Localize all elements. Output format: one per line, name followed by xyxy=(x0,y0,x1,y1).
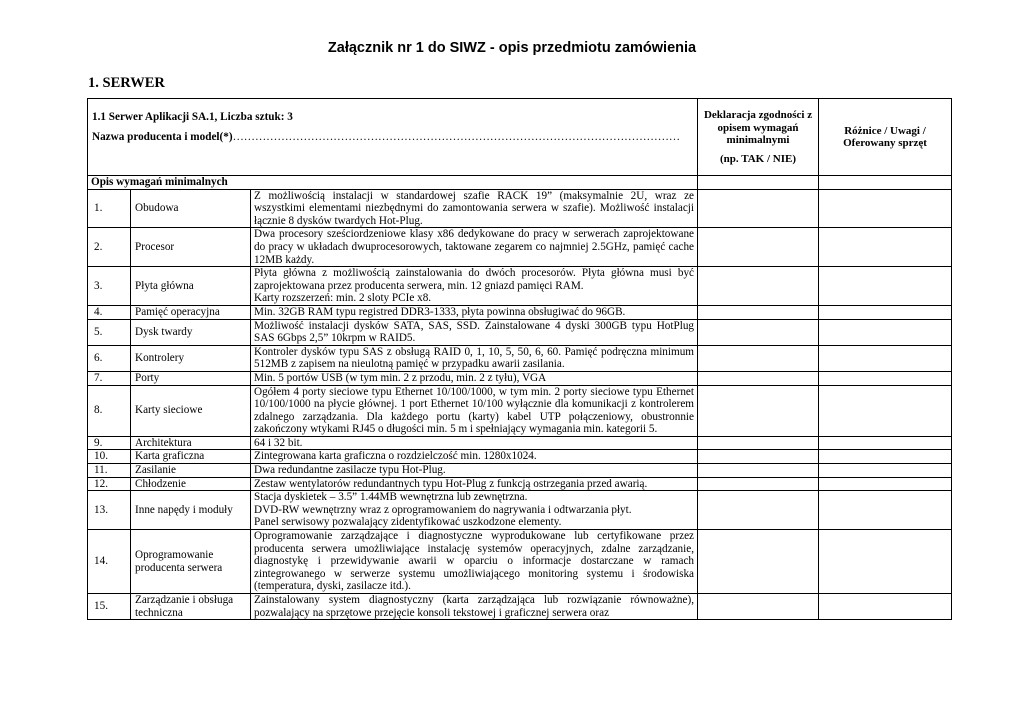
row-name: Karta graficzna xyxy=(131,450,251,464)
row-name: Zarządzanie i obsługa techniczna xyxy=(131,594,251,620)
row-number: 2. xyxy=(88,228,131,267)
row-description: Min. 32GB RAM typu registred DDR3-1333, płyta powinna obsługiwać do 96GB. xyxy=(251,305,698,319)
row-name: Oprogramowanie producenta serwera xyxy=(131,530,251,594)
compliance-cell xyxy=(698,189,819,228)
row-number: 15. xyxy=(88,594,131,620)
row-description: Z możliwością instalacji w standardowej szafie RACK 19” (maksymalnie 2U, wraz ze wszystkimi elementami niezbędnymi do zamontowania serwera w szafie). Możliwość instalacji łącznie 8 dysków twardych Hot-Plug. xyxy=(251,189,698,228)
compliance-cell xyxy=(698,436,819,450)
row-number: 13. xyxy=(88,491,131,530)
row-name: Inne napędy i moduły xyxy=(131,491,251,530)
remarks-cell xyxy=(819,189,952,228)
compliance-header-sub: (np. TAK / NIE) xyxy=(720,152,797,165)
empty-cell xyxy=(698,176,819,190)
requirements-table xyxy=(87,98,952,620)
producer-model-label: Nazwa producenta i model(*) xyxy=(92,131,233,143)
remarks-cell xyxy=(819,305,952,319)
remarks-cell xyxy=(819,450,952,464)
producer-model-dots: ………………………………………………………………………………………………………… xyxy=(232,131,681,143)
table-row xyxy=(88,189,952,228)
producer-model-line xyxy=(92,127,693,147)
row-name: Płyta główna xyxy=(131,267,251,306)
remarks-cell xyxy=(819,385,952,436)
row-number: 9. xyxy=(88,436,131,450)
compliance-header-main: Deklaracja zgodności z opisem wymagań minimalnymi xyxy=(703,109,813,146)
remarks-cell xyxy=(819,477,952,491)
compliance-cell xyxy=(698,450,819,464)
row-number: 3. xyxy=(88,267,131,306)
compliance-cell xyxy=(698,491,819,530)
row-number: 4. xyxy=(88,305,131,319)
row-description: Ogółem 4 porty sieciowe typu Ethernet 10/100/1000, w tym min. 2 porty sieciowe typu Ethernet 10/100/1000 na płycie głównej. 1 port Ethernet 10/100 wyłącznie dla komunikacji z kontrolerem zdalnego zarządzania. Dla każdego portu (karty) kabel UTP połączeniowy, obustronnie zakończony wtykami RJ45 o długości min. 5 m i spełniający wymagania min. kategorii 5. xyxy=(251,385,698,436)
row-number: 6. xyxy=(88,345,131,371)
row-name: Pamięć operacyjna xyxy=(131,305,251,319)
row-description: Płyta główna z możliwością zainstalowania do dwóch procesorów. Płyta główna musi być zaprojektowana przez producenta serwera, min. 12 gniazd pamięci RAM. Karty rozszerzeń: min. 2 sloty PCIe x8. xyxy=(251,267,698,306)
table-row xyxy=(88,371,952,385)
remarks-cell xyxy=(819,530,952,594)
row-name: Zasilanie xyxy=(131,464,251,478)
compliance-cell xyxy=(698,228,819,267)
section-heading: 1. SERWER xyxy=(88,75,165,91)
compliance-cell xyxy=(698,385,819,436)
server-header-cell xyxy=(88,99,698,176)
compliance-cell xyxy=(698,345,819,371)
row-number: 14. xyxy=(88,530,131,594)
row-description: Możliwość instalacji dysków SATA, SAS, SSD. Zainstalowane 4 dyski 300GB typu HotPlug SAS 6Gbps 2,5” 10krpm w RAID5. xyxy=(251,319,698,345)
row-name: Kontrolery xyxy=(131,345,251,371)
compliance-cell xyxy=(698,305,819,319)
row-description: Zintegrowana karta graficzna o rozdzielczość min. 1280x1024. xyxy=(251,450,698,464)
remarks-cell xyxy=(819,319,952,345)
row-number: 7. xyxy=(88,371,131,385)
table-row xyxy=(88,305,952,319)
row-description: Dwa procesory sześciordzeniowe klasy x86 dedykowane do pracy w serwerach zaprojektowane do pracy w układach dwuprocesorowych, taktowane zegarem co najmniej 2.5GHz, pamięć cache 12MB każdy. xyxy=(251,228,698,267)
table-row xyxy=(88,228,952,267)
row-description: 64 i 32 bit. xyxy=(251,436,698,450)
remarks-cell xyxy=(819,371,952,385)
row-number: 5. xyxy=(88,319,131,345)
compliance-cell xyxy=(698,319,819,345)
row-description: Oprogramowanie zarządzające i diagnostyczne wyprodukowane lub certyfikowane przez producenta serwera umożliwiające instalację systemów operacyjnych, zdalne zarządzanie, diagnostykę i przewidywanie awarii w oparciu o informacje dostarczane w ramach zintegrowanego w serwerze systemu umożliwiającego monitoring systemu i środowiska (temperatura, dyski, zasilacze itd.). xyxy=(251,530,698,594)
table-row xyxy=(88,319,952,345)
row-description: Min. 5 portów USB (w tym min. 2 z przodu, min. 2 z tyłu), VGA xyxy=(251,371,698,385)
remarks-cell xyxy=(819,464,952,478)
row-description: Dwa redundantne zasilacze typu Hot-Plug. xyxy=(251,464,698,478)
server-title: 1.1 Serwer Aplikacji SA.1, Liczba sztuk: 3 xyxy=(92,111,293,123)
row-description: Stacja dyskietek – 3.5” 1.44MB wewnętrzna lub zewnętrzna. DVD-RW wewnętrzny wraz z oprogramowaniem do nagrywania i odtwarzania płyt. Panel serwisowy pozwalający zidentyfikować uszkodzone elementy. xyxy=(251,491,698,530)
compliance-cell xyxy=(698,477,819,491)
table-row xyxy=(88,436,952,450)
table-row xyxy=(88,267,952,306)
remarks-cell xyxy=(819,345,952,371)
remarks-cell xyxy=(819,436,952,450)
row-number: 10. xyxy=(88,450,131,464)
row-number: 12. xyxy=(88,477,131,491)
table-row xyxy=(88,477,952,491)
empty-cell xyxy=(819,176,952,190)
row-name: Procesor xyxy=(131,228,251,267)
row-name: Obudowa xyxy=(131,189,251,228)
document-title: Załącznik nr 1 do SIWZ - opis przedmiotu zamówienia xyxy=(327,40,697,56)
row-description: Zestaw wentylatorów redundantnych typu Hot-Plug z funkcją ostrzegania przed awarią. xyxy=(251,477,698,491)
requirements-label: Opis wymagań minimalnych xyxy=(88,176,698,190)
remarks-cell xyxy=(819,228,952,267)
requirements-label-row xyxy=(88,176,952,190)
compliance-cell xyxy=(698,594,819,620)
row-name: Dysk twardy xyxy=(131,319,251,345)
row-number: 8. xyxy=(88,385,131,436)
row-number: 11. xyxy=(88,464,131,478)
compliance-cell xyxy=(698,267,819,306)
table-row xyxy=(88,530,952,594)
table-row xyxy=(88,345,952,371)
table-row xyxy=(88,594,952,620)
row-name: Porty xyxy=(131,371,251,385)
remarks-header: Różnice / Uwagi / Oferowany sprzęt xyxy=(819,99,952,176)
table-row xyxy=(88,464,952,478)
remarks-cell xyxy=(819,491,952,530)
table-row xyxy=(88,450,952,464)
row-description: Zainstalowany system diagnostyczny (karta zarządzająca lub rozwiązanie równoważne), pozwalający na sprzętowe przejęcie konsoli tekstowej i graficznej serwera oraz xyxy=(251,594,698,620)
compliance-cell xyxy=(698,530,819,594)
table-row xyxy=(88,491,952,530)
compliance-header xyxy=(698,99,819,176)
row-name: Architektura xyxy=(131,436,251,450)
row-number: 1. xyxy=(88,189,131,228)
remarks-cell xyxy=(819,267,952,306)
table-row xyxy=(88,385,952,436)
row-description: Kontroler dysków typu SAS z obsługą RAID 0, 1, 10, 5, 50, 6, 60. Pamięć podręczna minimum 512MB z zapisem na nieulotną pamięć w przypadku awarii zasilania. xyxy=(251,345,698,371)
remarks-cell xyxy=(819,594,952,620)
row-name: Karty sieciowe xyxy=(131,385,251,436)
compliance-cell xyxy=(698,371,819,385)
table-header-row xyxy=(88,99,952,176)
compliance-cell xyxy=(698,464,819,478)
row-name: Chłodzenie xyxy=(131,477,251,491)
